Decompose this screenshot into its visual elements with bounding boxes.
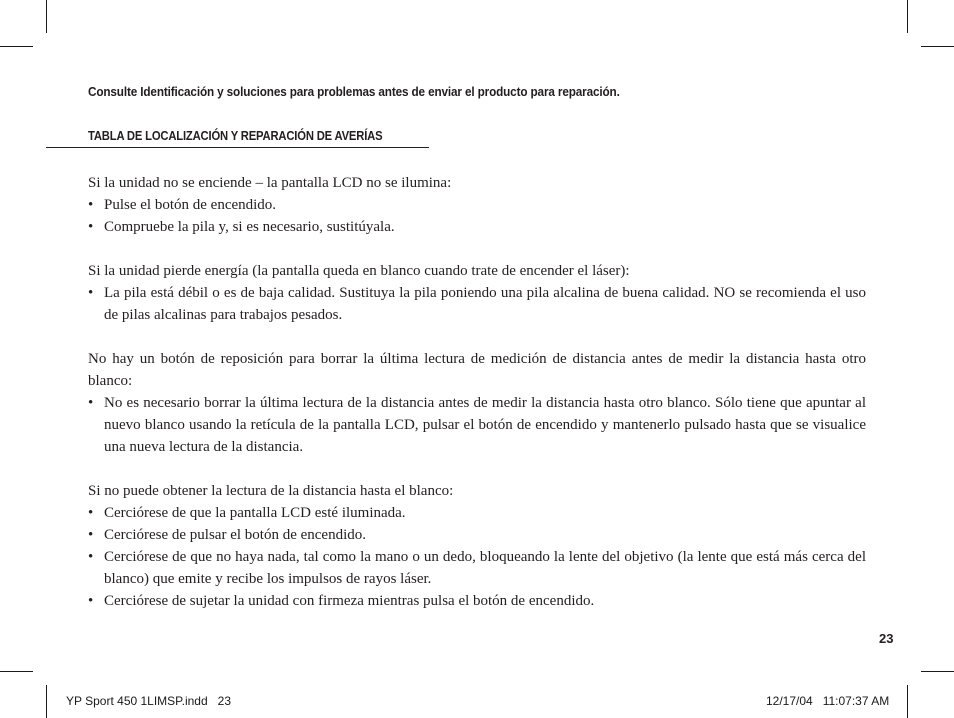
bullet-icon: • (88, 505, 94, 521)
crop-mark (46, 685, 47, 718)
bullet-list (88, 282, 866, 326)
section-lead: No hay un botón de reposición para borrar la última lectura de medición de distancia antes de medir la distancia hasta otro blanco: (88, 351, 866, 389)
crop-mark (0, 46, 33, 47)
bullet-item (88, 216, 866, 238)
bullet-text: Cerciórese de sujetar la unidad con firmeza mientras pulsa el botón de encendido. (104, 593, 595, 609)
bullet-icon: • (88, 395, 94, 411)
bullet-text: Cerciórese de que no haya nada, tal como la mano o un dedo, bloqueando la lente del objetivo (la lente que está más cerca del blanco) que emite y recibe los impulsos de rayos láser. (104, 549, 866, 587)
section-lead: Si no puede obtener la lectura de la distancia hasta el blanco: (88, 483, 454, 499)
bullet-icon: • (88, 285, 94, 301)
heading-underline (46, 147, 429, 148)
bullet-icon: • (88, 593, 94, 609)
crop-mark (907, 685, 908, 718)
section-heading: TABLA DE LOCALIZACIÓN Y REPARACIÓN DE AVERÍAS (88, 129, 383, 143)
bullet-item (88, 546, 866, 590)
bullet-icon: • (88, 549, 94, 565)
troubleshooting-section (88, 260, 866, 326)
crop-mark (921, 671, 954, 672)
troubleshooting-section (88, 480, 866, 612)
bullet-text: Pulse el botón de encendido. (104, 197, 277, 213)
troubleshooting-section (88, 172, 866, 238)
bullet-icon: • (88, 219, 94, 235)
bullet-text: La pila está débil o es de baja calidad. Sustituya la pila poniendo una pila alcalina de buena calidad. NO se recomienda el uso de pilas alcalinas para trabajos pesados. (104, 285, 866, 323)
slug-filename: YP Sport 450 1LIMSP.indd 23 (66, 694, 232, 708)
section-heading-wrap (88, 127, 448, 145)
page-number: 23 (879, 631, 894, 646)
bullet-text: Cerciórese de pulsar el botón de encendido. (104, 527, 366, 543)
troubleshooting-body (88, 172, 866, 634)
bullet-item (88, 194, 866, 216)
bullet-item (88, 282, 866, 326)
bullet-list (88, 392, 866, 458)
bullet-text: Compruebe la pila y, si es necesario, sustitúyala. (104, 219, 395, 235)
troubleshooting-section (88, 348, 866, 458)
intro-note: Consulte Identificación y soluciones para problemas antes de enviar el producto para reparación. (88, 85, 620, 99)
crop-mark (46, 0, 47, 33)
crop-mark (0, 671, 33, 672)
bullet-item (88, 590, 866, 612)
bullet-item (88, 392, 866, 458)
crop-mark (907, 0, 908, 33)
bullet-icon: • (88, 527, 94, 543)
bullet-text: Cerciórese de que la pantalla LCD esté iluminada. (104, 505, 406, 521)
bullet-item (88, 524, 866, 546)
bullet-icon: • (88, 197, 94, 213)
section-lead: Si la unidad pierde energía (la pantalla queda en blanco cuando trate de encender el láser): (88, 263, 630, 279)
slug-timestamp: 12/17/04 11:07:37 AM (766, 694, 890, 708)
bullet-list (88, 194, 866, 238)
crop-mark (921, 46, 954, 47)
section-lead: Si la unidad no se enciende – la pantalla LCD no se ilumina: (88, 175, 452, 191)
bullet-text: No es necesario borrar la última lectura de la distancia antes de medir la distancia hasta otro blanco. Sólo tiene que apuntar al nuevo blanco usando la retícula de la pantalla LCD, pulsar el botón de encendido y mantenerlo pulsado hasta que se visualice una nueva lectura de la distancia. (104, 395, 866, 455)
bullet-item (88, 502, 866, 524)
bullet-list (88, 502, 866, 612)
